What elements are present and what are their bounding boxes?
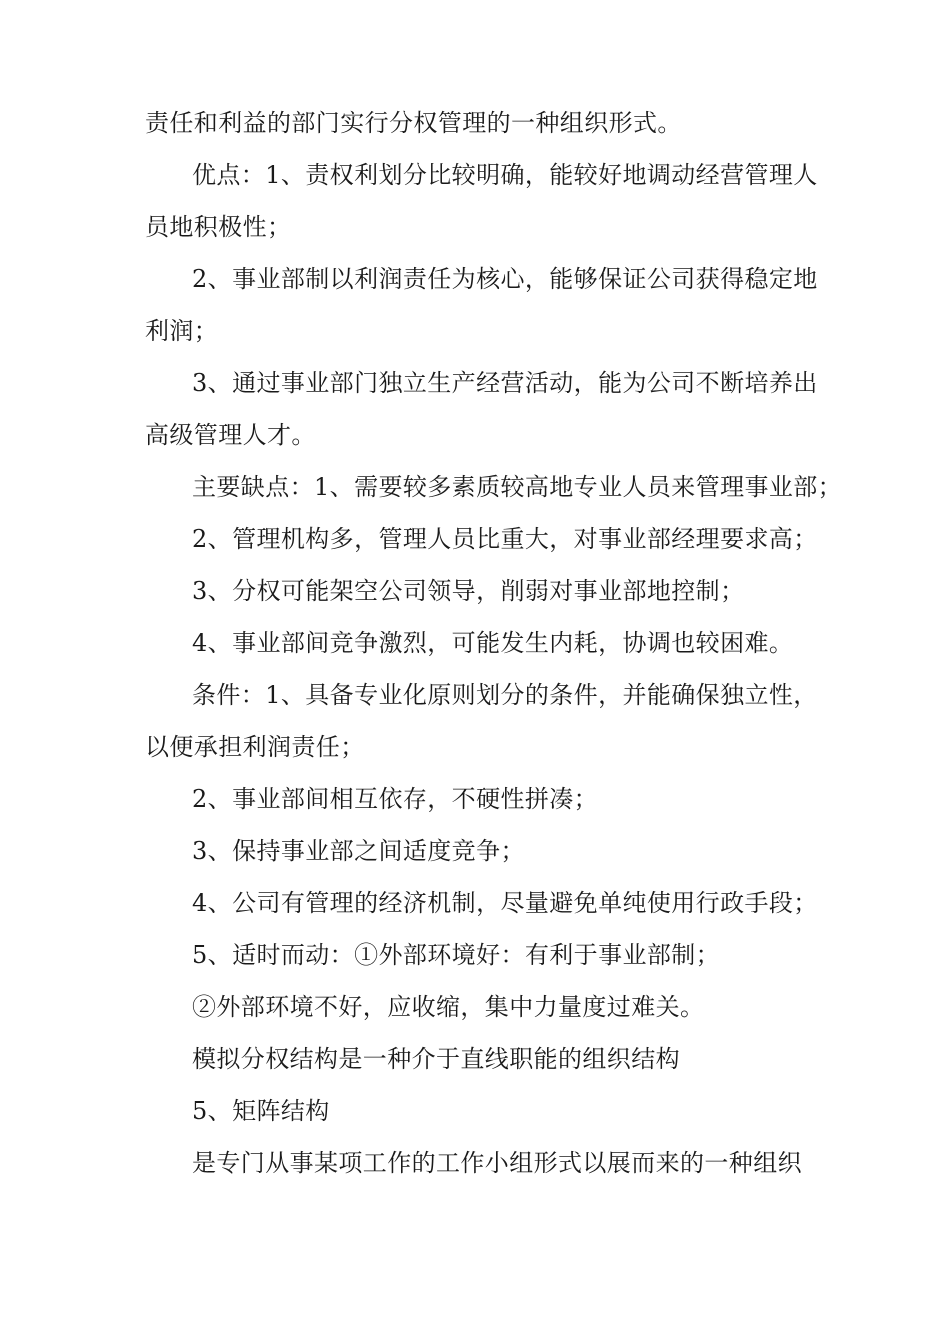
text-line: 4、事业部间竞争激烈，可能发生内耗，协调也较困难。 (192, 629, 794, 657)
text-line: ②外部环境不好，应收缩，集中力量度过难关。 (192, 993, 705, 1021)
text-line: 2、事业部制以利润责任为核心，能够保证公司获得稳定地 (192, 265, 818, 293)
text-line: 责任和利益的部门实行分权管理的一种组织形式。 (145, 109, 682, 137)
text-line: 5、矩阵结构 (192, 1097, 330, 1125)
text-line: 2、管理机构多，管理人员比重大，对事业部经理要求高； (192, 525, 818, 553)
text-line: 2、事业部间相互依存，不硬性拼凑； (192, 785, 599, 813)
text-line: 员地积极性； (145, 213, 292, 241)
text-line: 4、公司有管理的经济机制，尽量避免单纯使用行政手段； (192, 889, 818, 917)
text-line: 3、分权可能架空公司领导，削弱对事业部地控制； (192, 577, 745, 605)
text-line: 是专门从事某项工作的工作小组形式以展而来的一种组织 (192, 1149, 802, 1177)
text-line: 模拟分权结构是一种介于直线职能的组织结构 (192, 1045, 680, 1073)
text-line: 高级管理人才。 (145, 421, 316, 449)
text-line: 主要缺点：1、需要较多素质较高地专业人员来管理事业部； (192, 473, 843, 501)
text-line: 3、通过事业部门独立生产经营活动，能为公司不断培养出 (192, 369, 818, 397)
text-line: 条件：1、具备专业化原则划分的条件，并能确保独立性， (192, 681, 818, 709)
text-line: 以便承担利润责任； (145, 733, 365, 761)
text-line: 优点：1、责权利划分比较明确，能较好地调动经营管理人 (192, 161, 818, 189)
text-line: 5、适时而动：①外部环境好：有利于事业部制； (192, 941, 721, 969)
text-line: 3、保持事业部之间适度竞争； (192, 837, 525, 865)
text-line: 利润； (145, 317, 219, 345)
